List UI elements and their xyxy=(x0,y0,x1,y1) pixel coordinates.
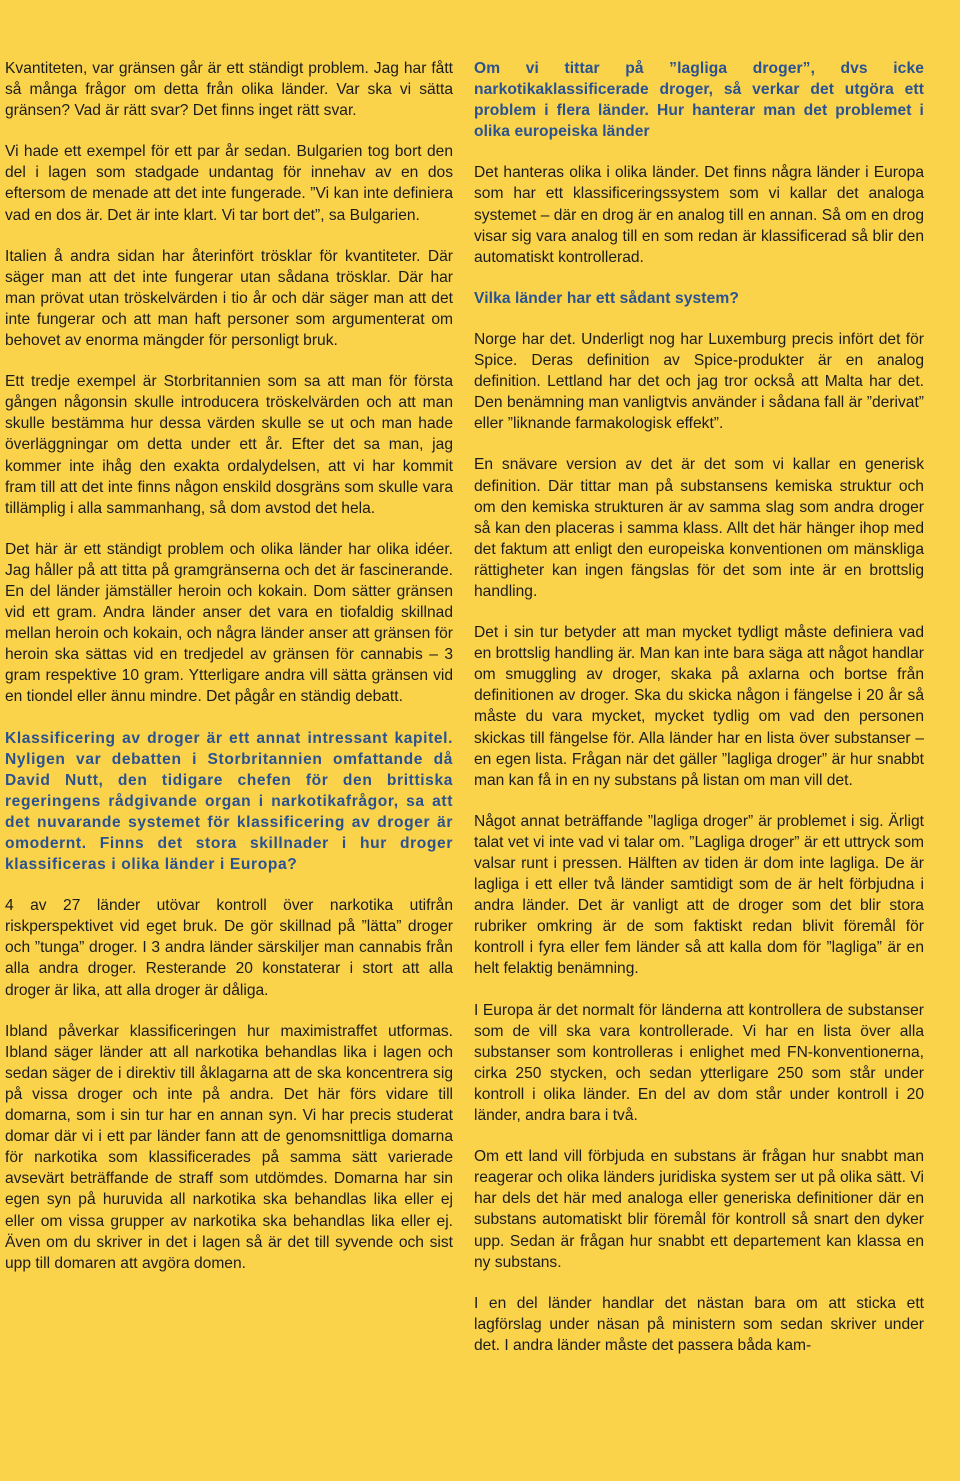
paragraph: Det här är ett ständigt problem och olika länder har olika idéer. Jag håller på att titta på gramgränserna och det är fascinerande. En del länder jämställer heroin och kokain. Dom sätter gränsen vid ett gram. Andra länder anser det vara en tiofaldig skillnad mellan heroin och kokain, och några länder anser att gränsen för heroin ska sättas vid en tredjedel av gränsen för cannabis – 3 gram respektive 10 gram. Ytterligare andra vill sätta gränsen vid en tiondel eller ännu mindre. Det pågår en ständig debatt. xyxy=(5,540,453,706)
paragraph: 4 av 27 länder utövar kontroll över narkotika utifrån riskperspektivet vid eget bruk. De gör skillnad på ”lätta” droger och ”tunga” droger. I 3 andra länder särskiljer man cannabis från alla andra droger. Resterande 20 konstaterar i stort att alla droger är lika, att alla droger är dåliga. xyxy=(5,897,453,999)
paragraph: Ett tredje exempel är Storbritannien som sa att man för första gången någonsin skulle introducera tröskelvärden och att man skulle bestämma hur dessa värden skulle se ut och man hade överläggningar om detta under ett år. Efter det sa man, jag kommer inte ihåg den exakta ordalydelsen, att vi har kommit fram till att det inte finns någon enskild dosgräns som skulle vara tillämplig i alla sammanhang, så dom avstod det hela. xyxy=(5,373,453,517)
paragraph: Om ett land vill förbjuda en substans är frågan hur snabbt man reagerar och olika länders juridiska system ser ut på olika sätt. Vi har dels det här med analoga eller generiska definitioner där en substans automatiskt blir föremål för kontroll så snart den dyker upp. Sedan är frågan hur snabbt ett departement kan klassa en ny substans. xyxy=(474,1148,924,1271)
paragraph: Något annat beträffande ”lagliga droger” är problemet i sig. Ärligt talat vet vi inte vad vi talar om. ”Lagliga droger” är ett uttryck som valsar runt i pressen. Hälften av tiden är dom inte lagliga. De är lagliga i ett eller två länder samtidigt som de är helt förbjudna i andra länder. Det är vanligt att de droger som det blir stora rubriker omkring är de som faktiskt redan blivit föremål för kontroll i fyra eller fem länder så att kalla dom för ”lagliga” är en helt felaktig benämning. xyxy=(474,812,924,978)
paragraph: I Europa är det normalt för länderna att kontrollera de substanser som de vill ska vara kontrollerade. Vi har en lista över alla substanser som kontrolleras i enlighet med FN-konventionerna, cirka 250 stycken, och sedan ytterligare 250 som står under kontroll i olika länder. En del av dom står under kontroll i 20 länder, andra bara i två. xyxy=(474,1001,924,1125)
paragraph: Italien å andra sidan har återinfört trösklar för kvantiteter. Där säger man att det inte fungerar utan sådana trösklar. Där har man prövat utan tröskelvärden i tio år och där säger man att det inte fungerar och att man haft personer som argumenterat om behovet av enorma mängder för personligt bruk. xyxy=(5,247,453,350)
paragraph: Norge har det. Underligt nog har Luxemburg precis infört det för Spice. Deras definition av Spice-produkter är en analog definition. Lettland har det och jag tror också att Malta har det. Den benämning man vanligtvis använder i sådana fall är ”derivat” eller ”liknande farmakologisk effekt”. xyxy=(474,330,924,433)
interview-question: Vilka länder har ett sådant system? xyxy=(474,289,739,307)
paragraph: Vi hade ett exempel för ett par år sedan. Bulgarien tog bort den del i lagen som stadgade undantag för innehav av en dos eftersom de menade att det inte fungerade. ”Vi kan inte definiera vad en dos är. Det är inte klart. Vi tar bort det”, sa Bulgarien. xyxy=(5,143,453,224)
left-column xyxy=(5,58,453,1294)
paragraph: Ibland påverkar klassificeringen hur maximistraffet utformas. Ibland säger länder att all narkotika behandlas lika i lagen och sedan säger de i direktiv till åklagarna att de ska koncentrera sig på vissa droger och inte på andra. Det här förs vidare till domarna, som i sin tur har en annan syn. Vi har precis studerat domar där vi i ett par länder fann att de genomsnittliga domarna för narkotika som klassificerades på samma sätt varierade avsevärt beträffande de straff som utdömdes. Domarna har sin egen syn på huruvida all narkotika ska behandlas lika eller ej eller om vissa grupper av narkotika ska behandlas lika eller ej. Även om du skriver in det i lagen så är det till syvende och sist upp till domaren att avgöra domen. xyxy=(5,1022,453,1272)
paragraph: Det i sin tur betyder att man mycket tydligt måste definiera vad en brottslig handling är. Man kan inte bara säga att något handlar om smuggling av droger, skaka på axlarna och bortse från definitionen av droger. Ska du skicka någon i fängelse i 20 år så måste du vara mycket, mycket tydlig om vad den personen skickas till fängelse för. Alla länder har en lista över substanser – en egen lista. Frågan när det gäller ”lagliga droger” är hur snabbt man kan få in en ny substans på listan om man vill det. xyxy=(474,624,924,789)
right-column xyxy=(474,58,924,1376)
paragraph: I en del länder handlar det nästan bara om att sticka ett lagförslag under näsan på ministern som sedan skriver under det. I andra länder måste det passera båda kam- xyxy=(474,1294,924,1354)
interview-question: Klassificering av droger är ett annat intressant kapitel. Nyligen var debatten i Storbritannien omfattande då David Nutt, den tidigare chefen för den brittiska regeringens rådgivande organ i narkotikafrågor, sa att det nuvarande systemet för klassificering av droger är omodernt. Finns det stora skillnader i hur droger klassificeras i olika länder i Europa? xyxy=(5,729,453,874)
interview-question: Om vi tittar på ”lagliga droger”, dvs icke narkotikaklassificerade droger, så verkar det utgöra ett problem i flera länder. Hur hanterar man det problemet i olika europeiska länder xyxy=(474,60,924,141)
paragraph: Kvantiteten, var gränsen går är ett ständigt problem. Jag har fått så många frågor om detta från olika länder. Var ska vi sätta gränsen? Vad är rätt svar? Det finns inget rätt svar. xyxy=(5,60,453,120)
paragraph: En snävare version av det är det som vi kallar en generisk definition. Där tittar man på substansens kemiska struktur och om den kemiska strukturen är av samma slag som andra droger så kan den placeras i samma klass. Allt det här hänger ihop med det faktum att enligt den europeiska konventionen om mänskliga rättigheter kan ingen fängslas för det som inte är en brottslig handling. xyxy=(474,456,924,600)
paragraph: Det hanteras olika i olika länder. Det finns några länder i Europa som har ett klassificeringssystem som vi kallar det analoga systemet – där en drog är en analog till en annan. Så om en drog visar sig vara analog till en som redan är klassificerad så blir den automatiskt kontrollerad. xyxy=(474,164,924,266)
